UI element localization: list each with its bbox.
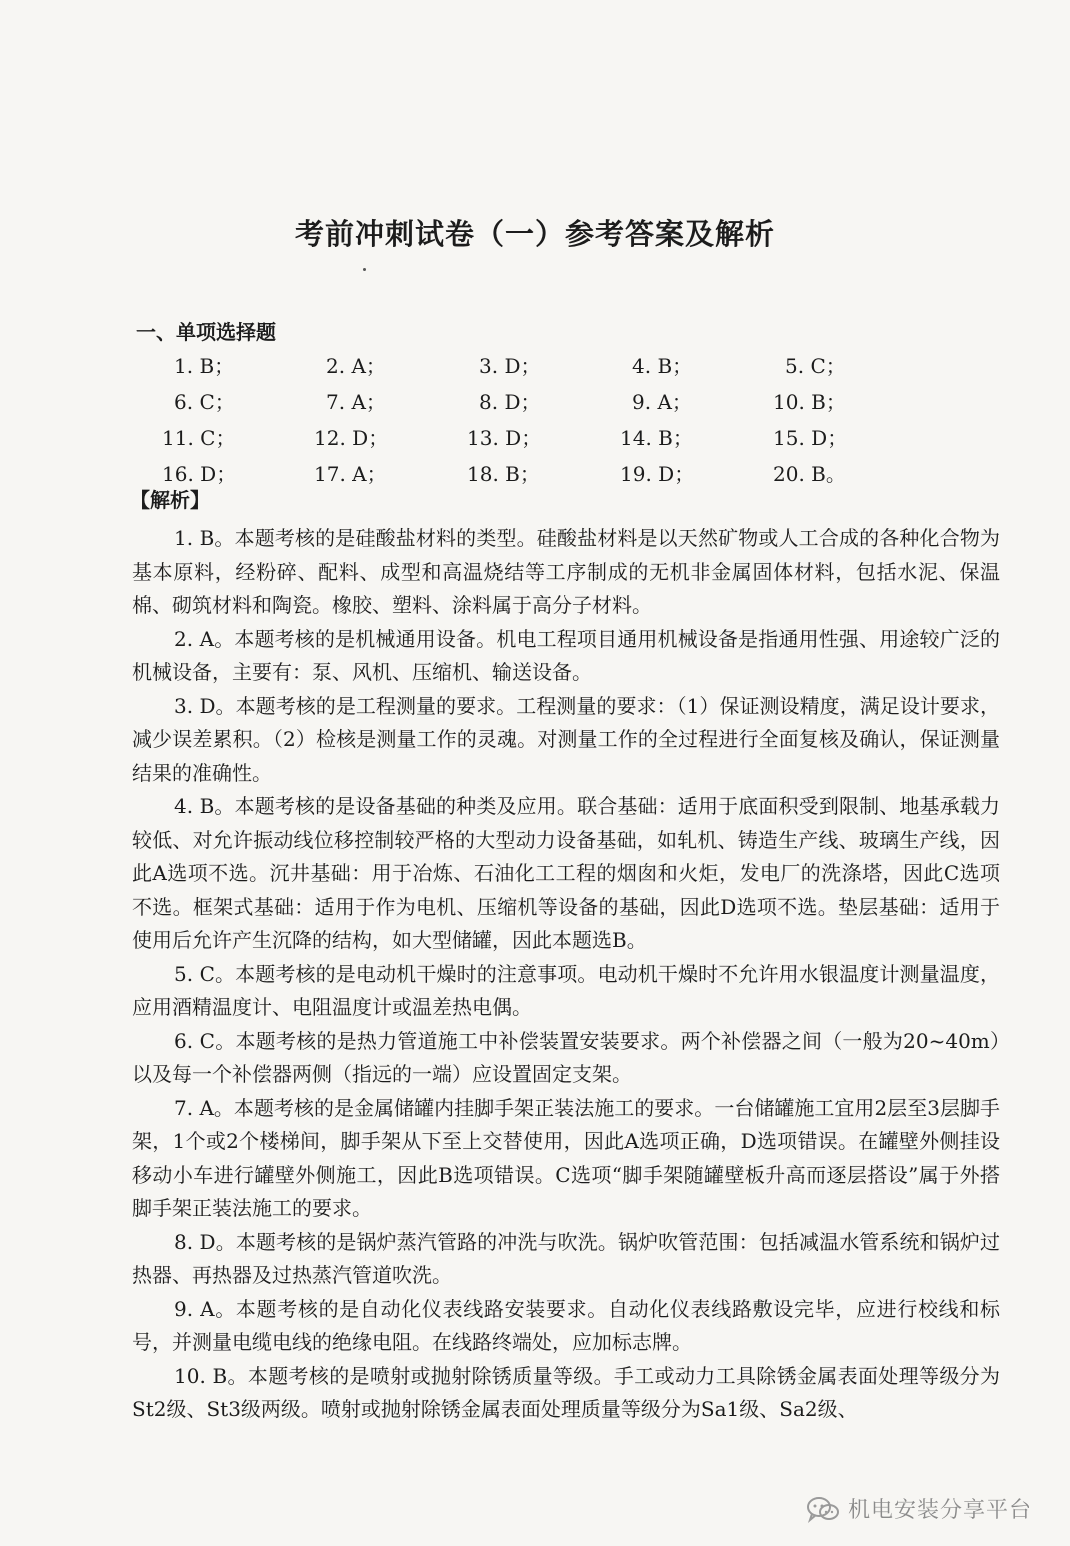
analysis-paragraph: 6. C。本题考核的是热力管道施工中补偿装置安装要求。两个补偿器之间（一般为20~40m）以及每一个补偿器两侧（指远的一端）应设置固定支架。 <box>132 1028 1000 1086</box>
speck-mark <box>363 268 366 271</box>
answer-item: 11. C； <box>162 426 236 450</box>
answer-item: 3. D； <box>479 354 541 378</box>
analysis-paragraph: 2. A。本题考核的是机械通用设备。机电工程项目通用机械设备是指通用性强、用途较广泛的机械设备，主要有：泵、风机、压缩机、输送设备。 <box>132 626 1000 684</box>
analysis-paragraph: 3. D。本题考核的是工程测量的要求。工程测量的要求：（1）保证测设精度，满足设计要求，减少误差累积。（2）检核是测量工作的灵魂。对测量工作的全过程进行全面复核及确认，保证测量结果的准确性。 <box>132 693 1000 785</box>
answer-grid <box>136 350 936 494</box>
answer-item: 15. D； <box>773 426 848 450</box>
answer-item: 19. D； <box>620 462 695 486</box>
analysis-heading: 【解析】 <box>130 488 210 512</box>
wechat-icon <box>806 1495 840 1523</box>
answer-row <box>136 422 936 458</box>
answer-item: 1. B； <box>174 354 235 378</box>
answer-item: 8. D； <box>479 390 541 414</box>
answer-item: 13. D； <box>467 426 542 450</box>
answer-item: 4. B； <box>632 354 693 378</box>
page-title: 考前冲刺试卷（一）参考答案及解析 <box>294 217 775 251</box>
answer-item: 7. A； <box>326 390 386 414</box>
analysis-paragraph: 7. A。本题考核的是金属储罐内挂脚手架正装法施工的要求。一台储罐施工宜用2层至3层脚手架，1个或2个楼梯间，脚手架从下至上交替使用，因此A选项正确，D选项错误。在罐壁外侧挂设移动小车进行罐壁外侧施工，因此B选项错误。C选项“脚手架随罐壁板升高而逐层搭设”属于外搭脚手架正装法施工的要求。 <box>132 1095 1000 1220</box>
analysis-paragraph: 10. B。本题考核的是喷射或抛射除锈质量等级。手工或动力工具除锈金属表面处理等级分为St2级、St3级两级。喷射或抛射除锈金属表面处理质量等级分为Sa1级、Sa2级、 <box>132 1363 1000 1421</box>
answer-item: 18. B； <box>467 462 540 486</box>
answer-item: 6. C； <box>174 390 235 414</box>
answer-row <box>136 458 936 494</box>
analysis-paragraph: 5. C。本题考核的是电动机干燥时的注意事项。电动机干燥时不允许用水银温度计测量温度，应用酒精温度计、电阻温度计或温差热电偶。 <box>132 961 1000 1019</box>
answer-item: 17. A； <box>314 462 387 486</box>
analysis-paragraph: 4. B。本题考核的是设备基础的种类及应用。联合基础：适用于底面积受到限制、地基承载力较低、对允许振动线位移控制较严格的大型动力设备基础，如轧机、铸造生产线、玻璃生产线，因此A选项不选。沉井基础：用于冶炼、石油化工工程的烟囱和火炬，发电厂的洗涤塔，因此C选项不选。框架式基础：适用于作为电机、压缩机等设备的基础，因此D选项不选。垫层基础：适用于使用后允许产生沉降的结构，如大型储罐，因此本题选B。 <box>132 794 1000 952</box>
watermark-text: 机电安装分享平台 <box>847 1498 1032 1523</box>
answer-item: 2. A； <box>326 354 386 378</box>
answer-item: 16. D； <box>162 462 237 486</box>
section-heading-single-choice: 一、单项选择题 <box>136 320 276 344</box>
answer-item: 9. A； <box>632 390 692 414</box>
analysis-body <box>132 522 1000 1427</box>
answer-item: 10. B； <box>773 390 846 414</box>
analysis-paragraph: 8. D。本题考核的是锅炉蒸汽管路的冲洗与吹洗。锅炉吹管范围：包括减温水管系统和锅炉过热器、再热器及过热蒸汽管道吹洗。 <box>132 1229 1000 1287</box>
answer-item: 12. D； <box>314 426 389 450</box>
analysis-paragraph: 1. B。本题考核的是硅酸盐材料的类型。硅酸盐材料是以天然矿物或人工合成的各种化合物为基本原料，经粉碎、配料、成型和高温烧结等工序制成的无机非金属固体材料，包括水泥、保温棉、砌筑材料和陶瓷。橡胶、塑料、涂料属于高分子材料。 <box>132 526 1000 617</box>
answer-item: 14. B； <box>620 426 693 450</box>
answer-item: 20. B。 <box>773 462 846 486</box>
analysis-paragraph: 9. A。本题考核的是自动化仪表线路安装要求。自动化仪表线路敷设完毕，应进行校线和标号，并测量电缆电线的绝缘电阻。在线路终端处，应加标志牌。 <box>132 1296 1000 1354</box>
answer-row <box>136 386 936 422</box>
answer-row <box>136 350 936 386</box>
answer-item: 5. C； <box>785 354 846 378</box>
watermark <box>806 1493 1032 1524</box>
